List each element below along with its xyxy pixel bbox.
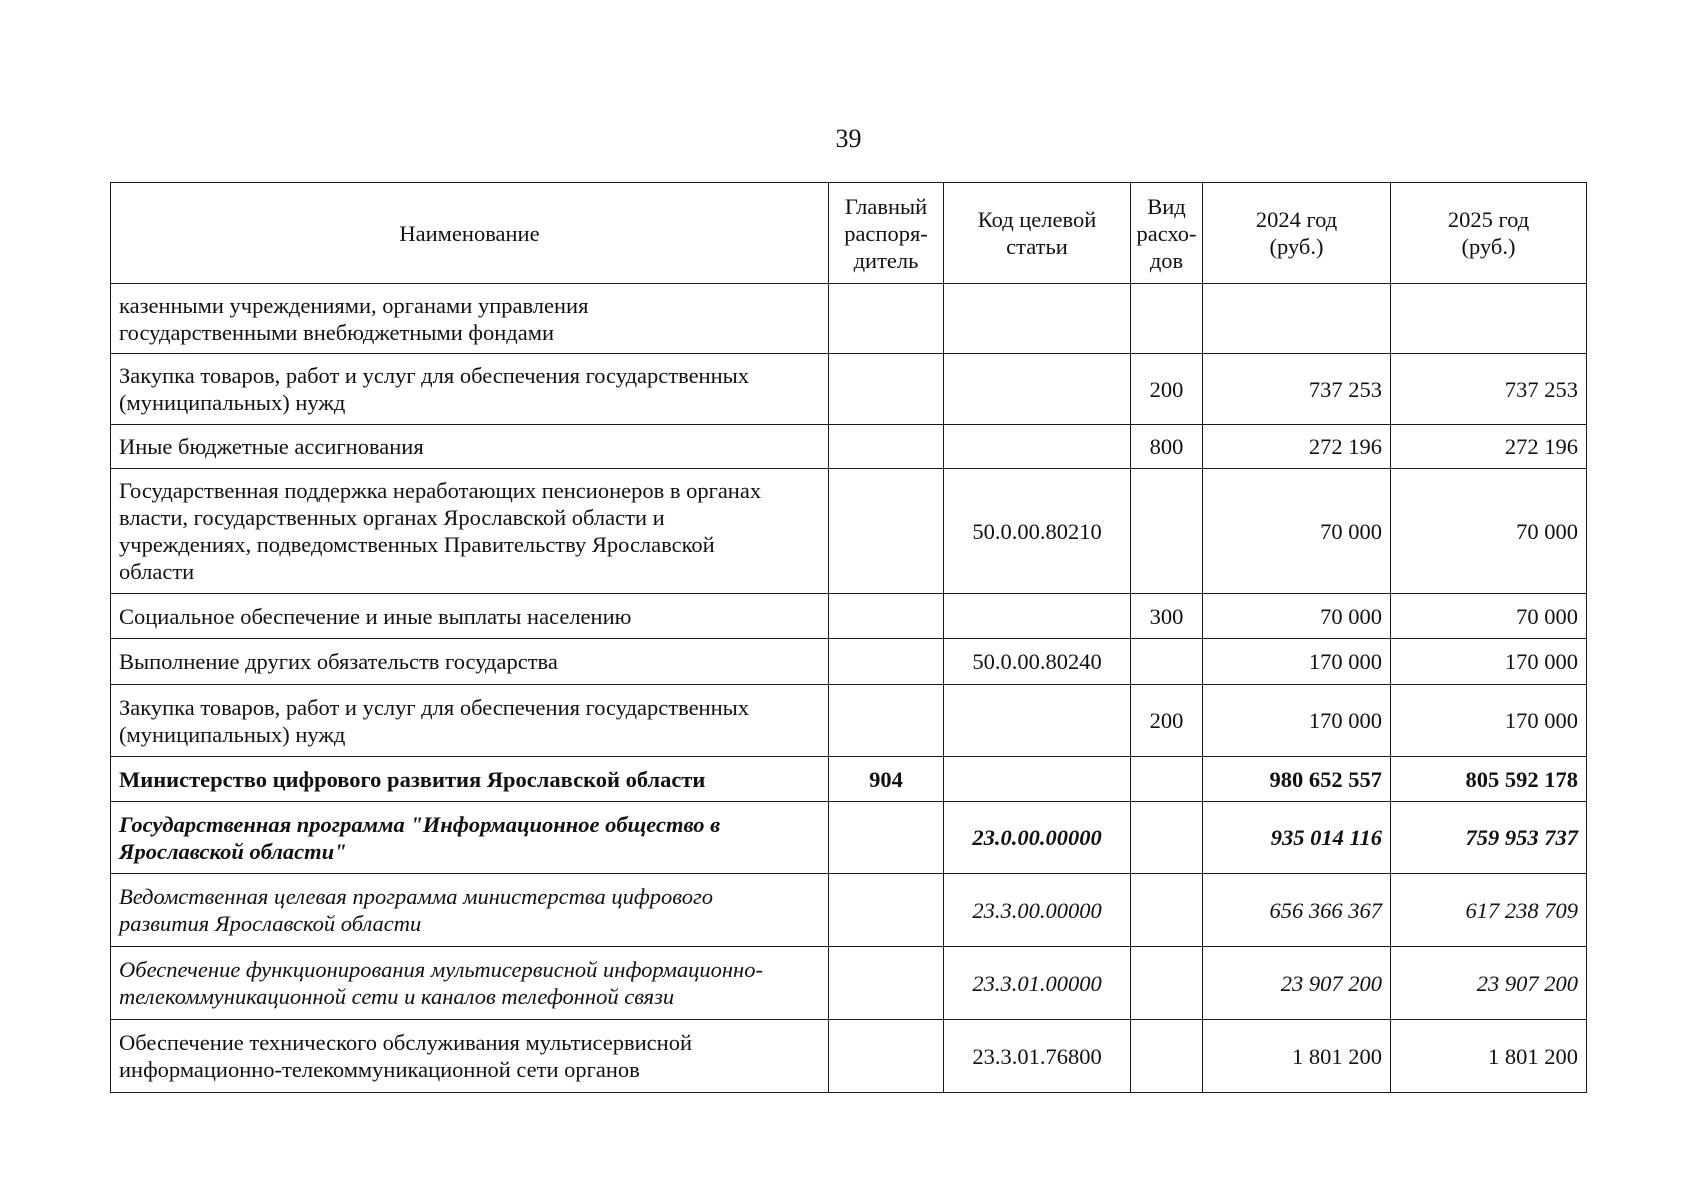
row-2024: 980 652 557 <box>1203 757 1391 802</box>
table-row <box>111 639 1587 685</box>
row-kind: 200 <box>1131 685 1203 757</box>
row-code <box>944 284 1131 354</box>
page-number: 39 <box>835 124 862 153</box>
budget-table <box>110 182 1587 1093</box>
table-row <box>111 425 1587 469</box>
row-code <box>944 425 1131 469</box>
row-code: 23.3.00.00000 <box>944 874 1131 947</box>
row-name: казенными учреждениями, органами управления государственными внебюджетными фондами <box>111 284 829 354</box>
row-2024: 23 907 200 <box>1203 947 1391 1020</box>
row-code: 50.0.00.80210 <box>944 469 1131 594</box>
row-kind <box>1131 874 1203 947</box>
table-row <box>111 874 1587 947</box>
row-manager <box>829 639 944 685</box>
row-manager <box>829 802 944 874</box>
row-2025: 170 000 <box>1391 685 1587 757</box>
row-name: Государственная поддержка неработающих пенсионеров в органах власти, государственных органах Ярославской области и учреждениях, подведомственных Правительству Ярославской области <box>111 469 829 594</box>
row-name: Государственная программа "Информационное общество в Ярославской области" <box>111 802 829 874</box>
row-manager <box>829 874 944 947</box>
row-2024: 935 014 116 <box>1203 802 1391 874</box>
row-manager <box>829 594 944 639</box>
row-kind: 200 <box>1131 354 1203 425</box>
row-2025 <box>1391 284 1587 354</box>
row-2025: 170 000 <box>1391 639 1587 685</box>
row-manager <box>829 425 944 469</box>
table-row <box>111 469 1587 594</box>
row-code: 50.0.00.80240 <box>944 639 1131 685</box>
row-kind: 300 <box>1131 594 1203 639</box>
table-row <box>111 354 1587 425</box>
row-2025: 272 196 <box>1391 425 1587 469</box>
table-row <box>111 802 1587 874</box>
table-row <box>111 594 1587 639</box>
row-code: 23.3.01.00000 <box>944 947 1131 1020</box>
row-2025: 737 253 <box>1391 354 1587 425</box>
header-manager: Главный распоря- дитель <box>829 183 944 284</box>
row-manager <box>829 469 944 594</box>
row-kind <box>1131 947 1203 1020</box>
row-name: Обеспечение функционирования мультисервисной информационно- телекоммуникационной сети и каналов телефонной связи <box>111 947 829 1020</box>
row-name: Выполнение других обязательств государства <box>111 639 829 685</box>
row-2025: 759 953 737 <box>1391 802 1587 874</box>
row-code: 23.3.01.76800 <box>944 1020 1131 1093</box>
row-2024: 1 801 200 <box>1203 1020 1391 1093</box>
row-2024: 272 196 <box>1203 425 1391 469</box>
header-name: Наименование <box>111 183 829 284</box>
row-2025: 617 238 709 <box>1391 874 1587 947</box>
row-name: Ведомственная целевая программа министерства цифрового развития Ярославской области <box>111 874 829 947</box>
row-name: Обеспечение технического обслуживания мультисервисной информационно-телекоммуникационной сети органов <box>111 1020 829 1093</box>
row-name: Закупка товаров, работ и услуг для обеспечения государственных (муниципальных) нужд <box>111 354 829 425</box>
row-code <box>944 757 1131 802</box>
row-manager <box>829 947 944 1020</box>
row-kind <box>1131 284 1203 354</box>
row-manager <box>829 354 944 425</box>
row-name: Закупка товаров, работ и услуг для обеспечения государственных (муниципальных) нужд <box>111 685 829 757</box>
row-kind: 800 <box>1131 425 1203 469</box>
row-2024: 170 000 <box>1203 685 1391 757</box>
row-2024: 70 000 <box>1203 469 1391 594</box>
header-code: Код целевой статьи <box>944 183 1131 284</box>
header-kind: Вид расхо- дов <box>1131 183 1203 284</box>
row-manager <box>829 685 944 757</box>
row-2025: 1 801 200 <box>1391 1020 1587 1093</box>
row-2025: 805 592 178 <box>1391 757 1587 802</box>
row-2024 <box>1203 284 1391 354</box>
row-kind <box>1131 757 1203 802</box>
row-name: Министерство цифрового развития Ярославской области <box>111 757 829 802</box>
row-code: 23.0.00.00000 <box>944 802 1131 874</box>
row-code <box>944 685 1131 757</box>
row-2025: 70 000 <box>1391 469 1587 594</box>
row-manager: 904 <box>829 757 944 802</box>
row-code <box>944 354 1131 425</box>
row-name: Социальное обеспечение и иные выплаты населению <box>111 594 829 639</box>
row-2024: 656 366 367 <box>1203 874 1391 947</box>
header-row <box>111 183 1587 284</box>
row-code <box>944 594 1131 639</box>
row-2024: 70 000 <box>1203 594 1391 639</box>
row-kind <box>1131 469 1203 594</box>
header-2025: 2025 год (руб.) <box>1391 183 1587 284</box>
row-2024: 737 253 <box>1203 354 1391 425</box>
table-row <box>111 284 1587 354</box>
table-row <box>111 685 1587 757</box>
row-2025: 23 907 200 <box>1391 947 1587 1020</box>
table-row <box>111 947 1587 1020</box>
header-2024: 2024 год (руб.) <box>1203 183 1391 284</box>
row-kind <box>1131 1020 1203 1093</box>
row-manager <box>829 1020 944 1093</box>
row-kind <box>1131 802 1203 874</box>
row-2025: 70 000 <box>1391 594 1587 639</box>
row-name: Иные бюджетные ассигнования <box>111 425 829 469</box>
table-row <box>111 1020 1587 1093</box>
row-manager <box>829 284 944 354</box>
row-2024: 170 000 <box>1203 639 1391 685</box>
table-row <box>111 757 1587 802</box>
row-kind <box>1131 639 1203 685</box>
